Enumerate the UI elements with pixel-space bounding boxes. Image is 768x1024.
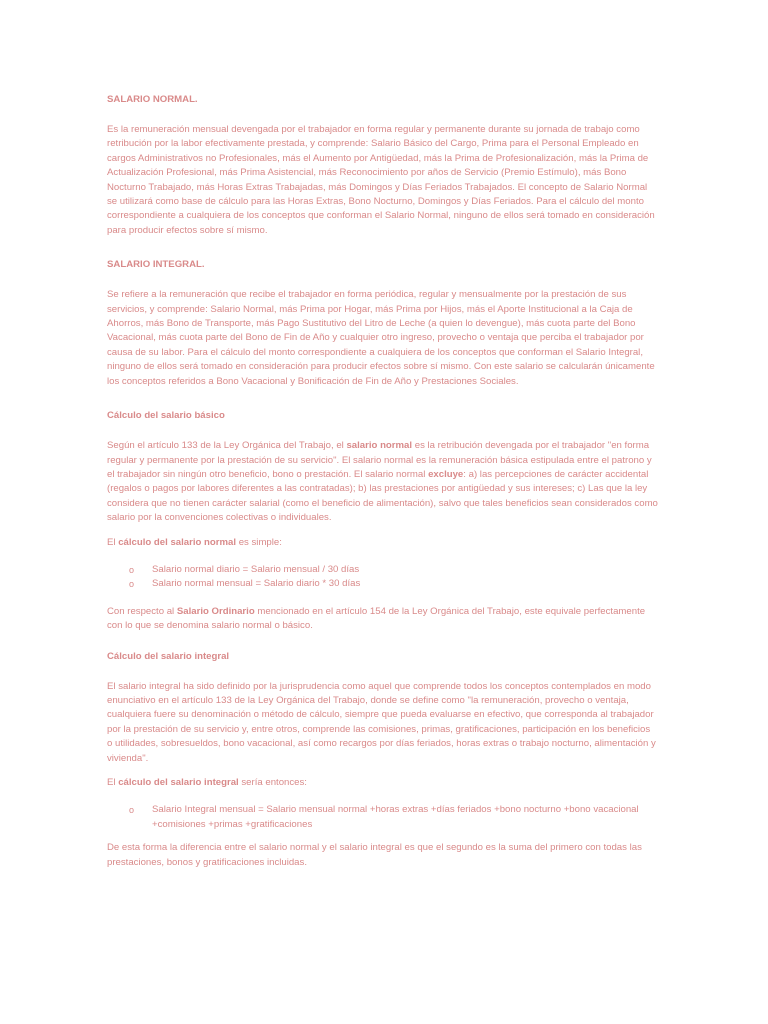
list-item <box>107 803 658 832</box>
bullet-icon: o <box>129 564 135 575</box>
heading-salario-normal: SALARIO NORMAL. <box>107 94 198 105</box>
bullet-icon: o <box>129 805 135 816</box>
text-run: : a) las percepciones de carácter accidental (regalos o pagos por labores diferentes a las contratadas); b) las prestaciones por antigüedad y sus intereses; c) Las que la ley considera que no tienen carácter salarial (como el beneficio de alimentación), salvo que tales beneficios sean considerados como salario por la convenciones colectivas o individuales. <box>107 468 658 524</box>
paragraph-calculo-integral-intro <box>107 776 658 790</box>
text-run: El <box>107 777 119 788</box>
formula-list-integral <box>107 803 658 832</box>
formula-text: Salario normal diario = Salario mensual / 30 días <box>152 563 360 575</box>
heading-calculo-integral: Cálculo del salario integral <box>107 650 230 662</box>
emphasis-salario-normal: salario normal <box>346 440 413 452</box>
emphasis-excluye: excluye <box>428 468 464 480</box>
text-run: mencionado en el artículo 154 de la Ley Orgánica del Trabajo, este equivale perfectamente con lo que se denomina salario normal o básico. <box>107 605 646 632</box>
formula-list-normal <box>107 563 658 592</box>
paragraph-salario-ordinario <box>107 605 658 634</box>
heading-salario-integral: SALARIO INTEGRAL. <box>107 259 205 271</box>
paragraph-calculo-basico-definition <box>107 439 658 525</box>
emphasis-calculo-salario-integral: cálculo del salario integral <box>118 777 239 788</box>
list-item <box>107 577 658 591</box>
text-run: Con respecto al <box>107 605 177 617</box>
text-run: sería entonces: <box>238 777 307 788</box>
paragraph-calculo-integral-definition: El salario integral ha sido definido por la jurisprudencia como aquel que comprende todos los conceptos contemplados en modo enunciativo en el artículo 133 de la Ley Orgánica del Trabajo, donde se define como "la remuneración, provecho o ventaja, cualquiera fuere su denominación o método de cálculo, siempre que pueda evaluarse en efectivo, que corresponda al trabajador por la prestación de su servicio y, entre otros, comprende las comisiones, primas, gratificaciones, participación en los beneficios o utilidades, sobresueldos, bono vacacional, así como recargos por días feriados, horas extras o trabajo nocturno, alimentación y vivienda". <box>107 680 656 764</box>
emphasis-calculo-salario-normal: cálculo del salario normal <box>118 536 237 548</box>
formula-text: Salario Integral mensual = Salario mensual normal +horas extras +días feriados +bono nocturno +bono vacacional +comisiones +primas +gratificaciones <box>152 804 639 830</box>
paragraph-salario-normal: Es la remuneración mensual devengada por el trabajador en forma regular y permanente durante su jornada de trabajo como retribución por la labor efectivamente prestada, y comprende: Salario Básico del Cargo, Prima para el Personal Empleado en cargos Administrativos no Profesionales, más el Aumento por Antigüedad, más la Prima de Profesionalización, más la Prima de Actualización Profesional, más Prima Asistencial, más Reconocimiento por años de Servicio (Premio Estímulo), más Bono Nocturno Trabajado, más Horas Extras Trabajadas, más Domingos y Días Feriados Trabajados. El concepto de Salario Normal se utilizará como base de cálculo para las Horas Extras, Bono Nocturno, Domingos y Días Feriados. Para el cálculo del monto correspondiente a cualquiera de los conceptos que conforman el Salario Normal, ninguno de ellos será tomado en consideración para producir efectos sobre sí mismo. <box>107 124 655 236</box>
bullet-icon: o <box>129 579 135 590</box>
paragraph-salario-integral: Se refiere a la remuneración que recibe el trabajador en forma periódica, regular y mensualmente por la prestación de sus servicios, y comprende: Salario Normal, más Prima por Hogar, más Prima por Hijos, más el Aporte Institucional a la Caja de Ahorros, más Bono de Transporte, más Pago Sustitutivo del Litro de Leche (a quien lo devengue), más cuota parte del Bono Vacacional, más cuota parte del Bono de Fin de Año y cualquier otro ingreso, provecho o ventaja que perciba el trabajador por causa de su labor. Para el cálculo del monto correspondiente a cualquiera de los conceptos que conforman el Salario Integral, ninguno de ellos será tomado en consideración para producir efectos sobre sí mismo. Con este salario se calcularán únicamente los conceptos referidos a Bono Vacacional y Bonificación de Fin de Año y Prestaciones Sociales. <box>107 289 655 387</box>
text-run: es la retribución devengada por el trabajador "en forma regular y permanente por la prestación de su servicio". El salario normal es la remuneración básica estipulada entre el patrono y el trabajador sin ningún otro beneficio, bono o prestación. El salario normal <box>107 440 652 480</box>
text-run: es simple: <box>236 536 282 548</box>
paragraph-diferencia: De esta forma la diferencia entre el salario normal y el salario integral es que el segundo es la suma del primero con todas las prestaciones, bonos y gratificaciones incluidas. <box>107 842 642 868</box>
heading-calculo-basico: Cálculo del salario básico <box>107 410 225 422</box>
formula-text: Salario normal mensual = Salario diario * 30 días <box>152 578 361 590</box>
emphasis-salario-ordinario: Salario Ordinario <box>176 605 255 617</box>
paragraph-calculo-normal-intro <box>107 536 658 550</box>
list-item <box>107 563 658 577</box>
text-run: Según el artículo 133 de la Ley Orgánica del Trabajo, el <box>107 440 347 452</box>
text-run: El <box>107 536 119 548</box>
